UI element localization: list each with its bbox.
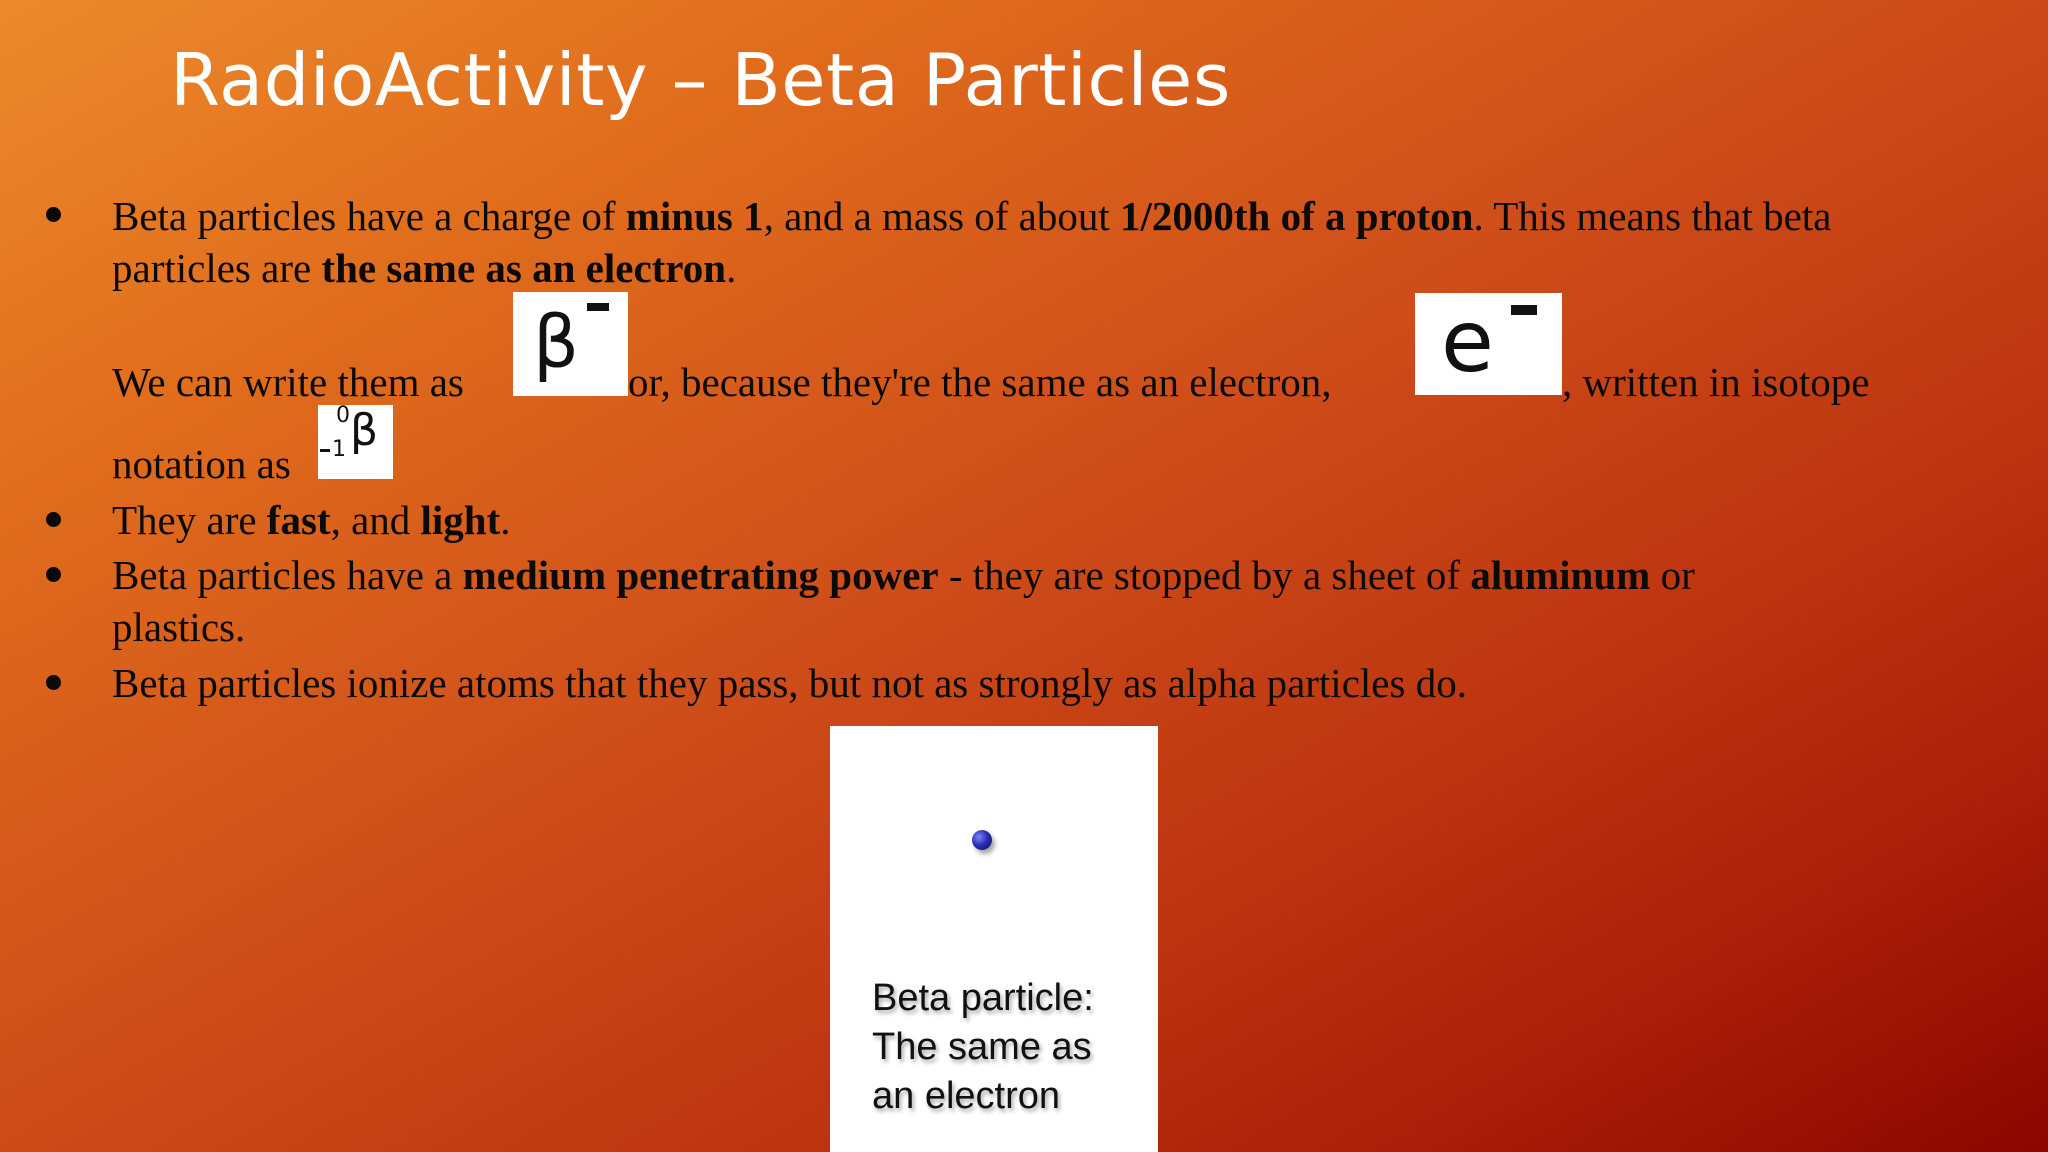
text: particles are [112, 245, 322, 291]
text: - they are stopped by a sheet of [938, 552, 1471, 598]
bullet-1-line-2 [112, 242, 736, 294]
text: , and [330, 497, 421, 543]
text: notation as [112, 441, 291, 487]
minus-sign [587, 303, 609, 311]
bullet-1-line-3c [1562, 356, 1869, 408]
beta-glyph: β [350, 405, 379, 456]
bullet-marker [44, 205, 66, 227]
isotope-notation-symbol [318, 405, 393, 479]
text-bold: fast [266, 497, 331, 543]
slide-title: RadioActivity – Beta Particles [170, 38, 1231, 122]
beta-minus-symbol [513, 292, 628, 396]
figure-caption: Beta particle: The same as an electron [872, 977, 1094, 1117]
text: Beta particles have a [112, 552, 463, 598]
text-bold: light [420, 497, 501, 543]
text: , written in isotope [1562, 359, 1870, 405]
text: or [1650, 552, 1695, 598]
e-glyph: e [1441, 292, 1494, 392]
text: plastics. [112, 604, 246, 650]
mass-number: 0 [336, 403, 350, 428]
bullet-marker [44, 510, 66, 532]
text-bold: 1/2000th of a proton [1120, 193, 1474, 239]
bullet-3-line-1 [112, 549, 1695, 601]
bullet-marker [44, 565, 66, 587]
bullet-4 [112, 657, 1467, 709]
bullet-2 [112, 494, 511, 546]
electron-symbol [1415, 293, 1562, 395]
bullet-3-line-2 [112, 601, 245, 653]
text: , and a mass of about [763, 193, 1121, 239]
text-bold: medium penetrating power [462, 552, 939, 598]
text-bold: the same as an electron [321, 245, 727, 291]
bullet-1-line-3b [628, 356, 1332, 408]
text: They are [112, 497, 267, 543]
bullet-1-line-1 [112, 190, 1831, 242]
text: Beta particles ionize atoms that they pass, but not as strongly as alpha particles do. [112, 660, 1467, 706]
charge-number: 1 [332, 437, 346, 462]
text-bold: minus 1 [625, 193, 764, 239]
text: . [726, 245, 737, 291]
minus-sign [1511, 305, 1537, 315]
bullet-1-line-3 [112, 356, 464, 408]
text-bold: aluminum [1470, 552, 1651, 598]
text: . [500, 497, 511, 543]
bullet-1-line-4 [112, 438, 291, 490]
bullet-marker [44, 673, 66, 695]
beta-particle-figure [830, 726, 1158, 1152]
beta-glyph: β [533, 300, 579, 384]
text: or, because they're the same as an electron, [628, 359, 1332, 405]
text: We can write them as [112, 359, 464, 405]
beta-particle-dot [972, 830, 992, 850]
text: Beta particles have a charge of [112, 193, 626, 239]
minus-sign [320, 449, 330, 452]
text: . This means that beta [1473, 193, 1832, 239]
